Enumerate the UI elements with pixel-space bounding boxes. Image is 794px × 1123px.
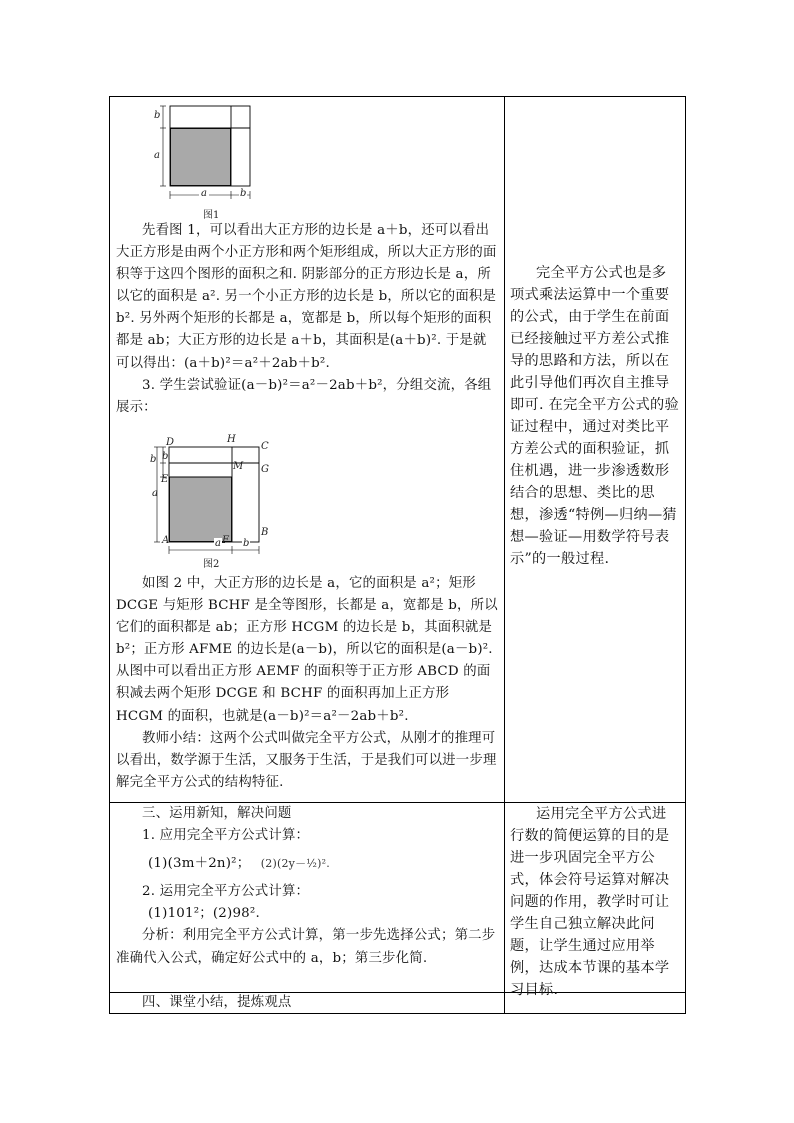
student-verification-task: 3. 学生尝试验证(a－b)²＝a²－2ab＋b²，分组交流，各组展示：: [116, 377, 492, 415]
figure-2-label-b-bottom: b: [243, 538, 250, 549]
column-divider: [504, 96, 505, 1013]
design-note-2-text: 运用完全平方公式进行数的简便运算的目的是进一步巩固完全平方公式，体会符号运算对解决问题的作用，教学时可让学生自己独立解决此问题，让学生通过应用举例，达成本节课的基本学习目标.: [510, 806, 670, 998]
figure-2-label-E: E: [161, 474, 169, 485]
figure-2-label-D: D: [166, 437, 175, 448]
section-4-heading: 四、课堂小结，提炼观点: [142, 995, 292, 1010]
figure-2-label-H: H: [227, 434, 236, 445]
section-3: [116, 803, 498, 970]
figure-2-label-B: B: [261, 527, 269, 538]
section-3-heading: 三、运用新知，解决问题: [142, 806, 292, 821]
proof-text: [116, 220, 498, 419]
figure-1-label-b-left: b: [154, 110, 161, 121]
analysis: 分析：利用完全平方公式计算，第一步先选择公式；第二步准确代入公式，确定好公式中的 a，b；第三步化简.: [116, 928, 496, 966]
design-note-1: [510, 262, 680, 570]
figure-2-label-C: C: [261, 441, 269, 452]
question-1-item-2: (2)(2y－½)².: [260, 857, 330, 871]
figure-2-label-a-bottom: a: [215, 538, 221, 549]
figure-2-label-F: F: [222, 535, 229, 546]
figure-1: [150, 102, 260, 218]
figure-2-text: [116, 573, 498, 794]
question-1: 1. 应用完全平方公式计算：: [142, 828, 310, 844]
figure-2-label-a-left: a: [152, 488, 158, 499]
question-2-items: (1)101²；(2)98².: [148, 906, 260, 922]
question-1-item-1: (1)(3m＋2n)²；: [148, 856, 251, 872]
section-4: [116, 992, 498, 1014]
figure-2-label-M: M: [233, 461, 244, 472]
figure-2-caption: 图2: [203, 559, 220, 570]
figure-2-explanation: 如图 2 中，大正方形的边长是 a，它的面积是 a²；矩形 DCGE 与矩形 BCHF 是全等图形，长都是 a，宽都是 b，所以它们的面积都是 ab；正方形 HCGM 的边长是 b，其面积就是 b²；正方形 AFME 的边长是(a－b)，所以它的面积是(a－b)². 从图中可以看出正方形 AEMF 的面积等于正方形 ABCD 的面积减去两个矩形 DCGE 和 BCHF 的面积再加上正方形 HCGM 的面积，也就是(a－b)²＝a²－2ab＋b².: [116, 576, 498, 724]
figure-2-label-b-1: b: [162, 451, 169, 462]
question-2: 2. 运用完全平方公式计算：: [142, 884, 310, 900]
figure-1-label-a-left: a: [154, 150, 160, 161]
figure-2-label-A: A: [162, 535, 170, 546]
figure-1-label-a-bottom: a: [201, 188, 207, 199]
figure-2-label-G: G: [261, 464, 269, 475]
design-note-2: [510, 803, 680, 1001]
design-note-1-text: 完全平方公式也是多项式乘法运算中一个重要的公式，由于学生在前面已经接触过平方差公式推导的思路和方法，所以在此引导他们再次自主推导即可. 在完全平方公式的验证过程中，通过对类比平方差公式的面积验证，抓住机遇，进一步渗透数形结合的思想、类比的思想，渗透“特例—归纳—猜想—验证—用数学符号表示”的一般过程.: [510, 265, 679, 567]
question-1-items: [116, 853, 498, 875]
figure-1-explanation: 先看图 1，可以看出大正方形的边长是 a＋b，还可以看出大正方形是由两个小正方形和两个矩形组成，所以大正方形的面积等于这四个图形的面积之和. 阴影部分的正方形边长是 a，所以它的面积是 a². 另一个小正方形的边长是 b，所以它的面积是 b². 另外两个矩形的长都是 a，宽都是 b，所以每个矩形的面积都是 ab；大正方形的边长是 a＋b，其面积是(a＋b)². 于是就可以得出：(a＋b)²＝a²＋2ab＋b².: [116, 223, 497, 371]
figure-2-label-b-2: b: [150, 454, 157, 465]
figure-1-caption: 图1: [203, 210, 220, 221]
teacher-summary: 教师小结：这两个公式叫做完全平方公式，从刚才的推理可以看出，数学源于生活，又服务于生活，于是我们可以进一步理解完全平方公式的结构特征.: [116, 730, 497, 790]
figure-1-label-b-bottom: b: [240, 188, 247, 199]
